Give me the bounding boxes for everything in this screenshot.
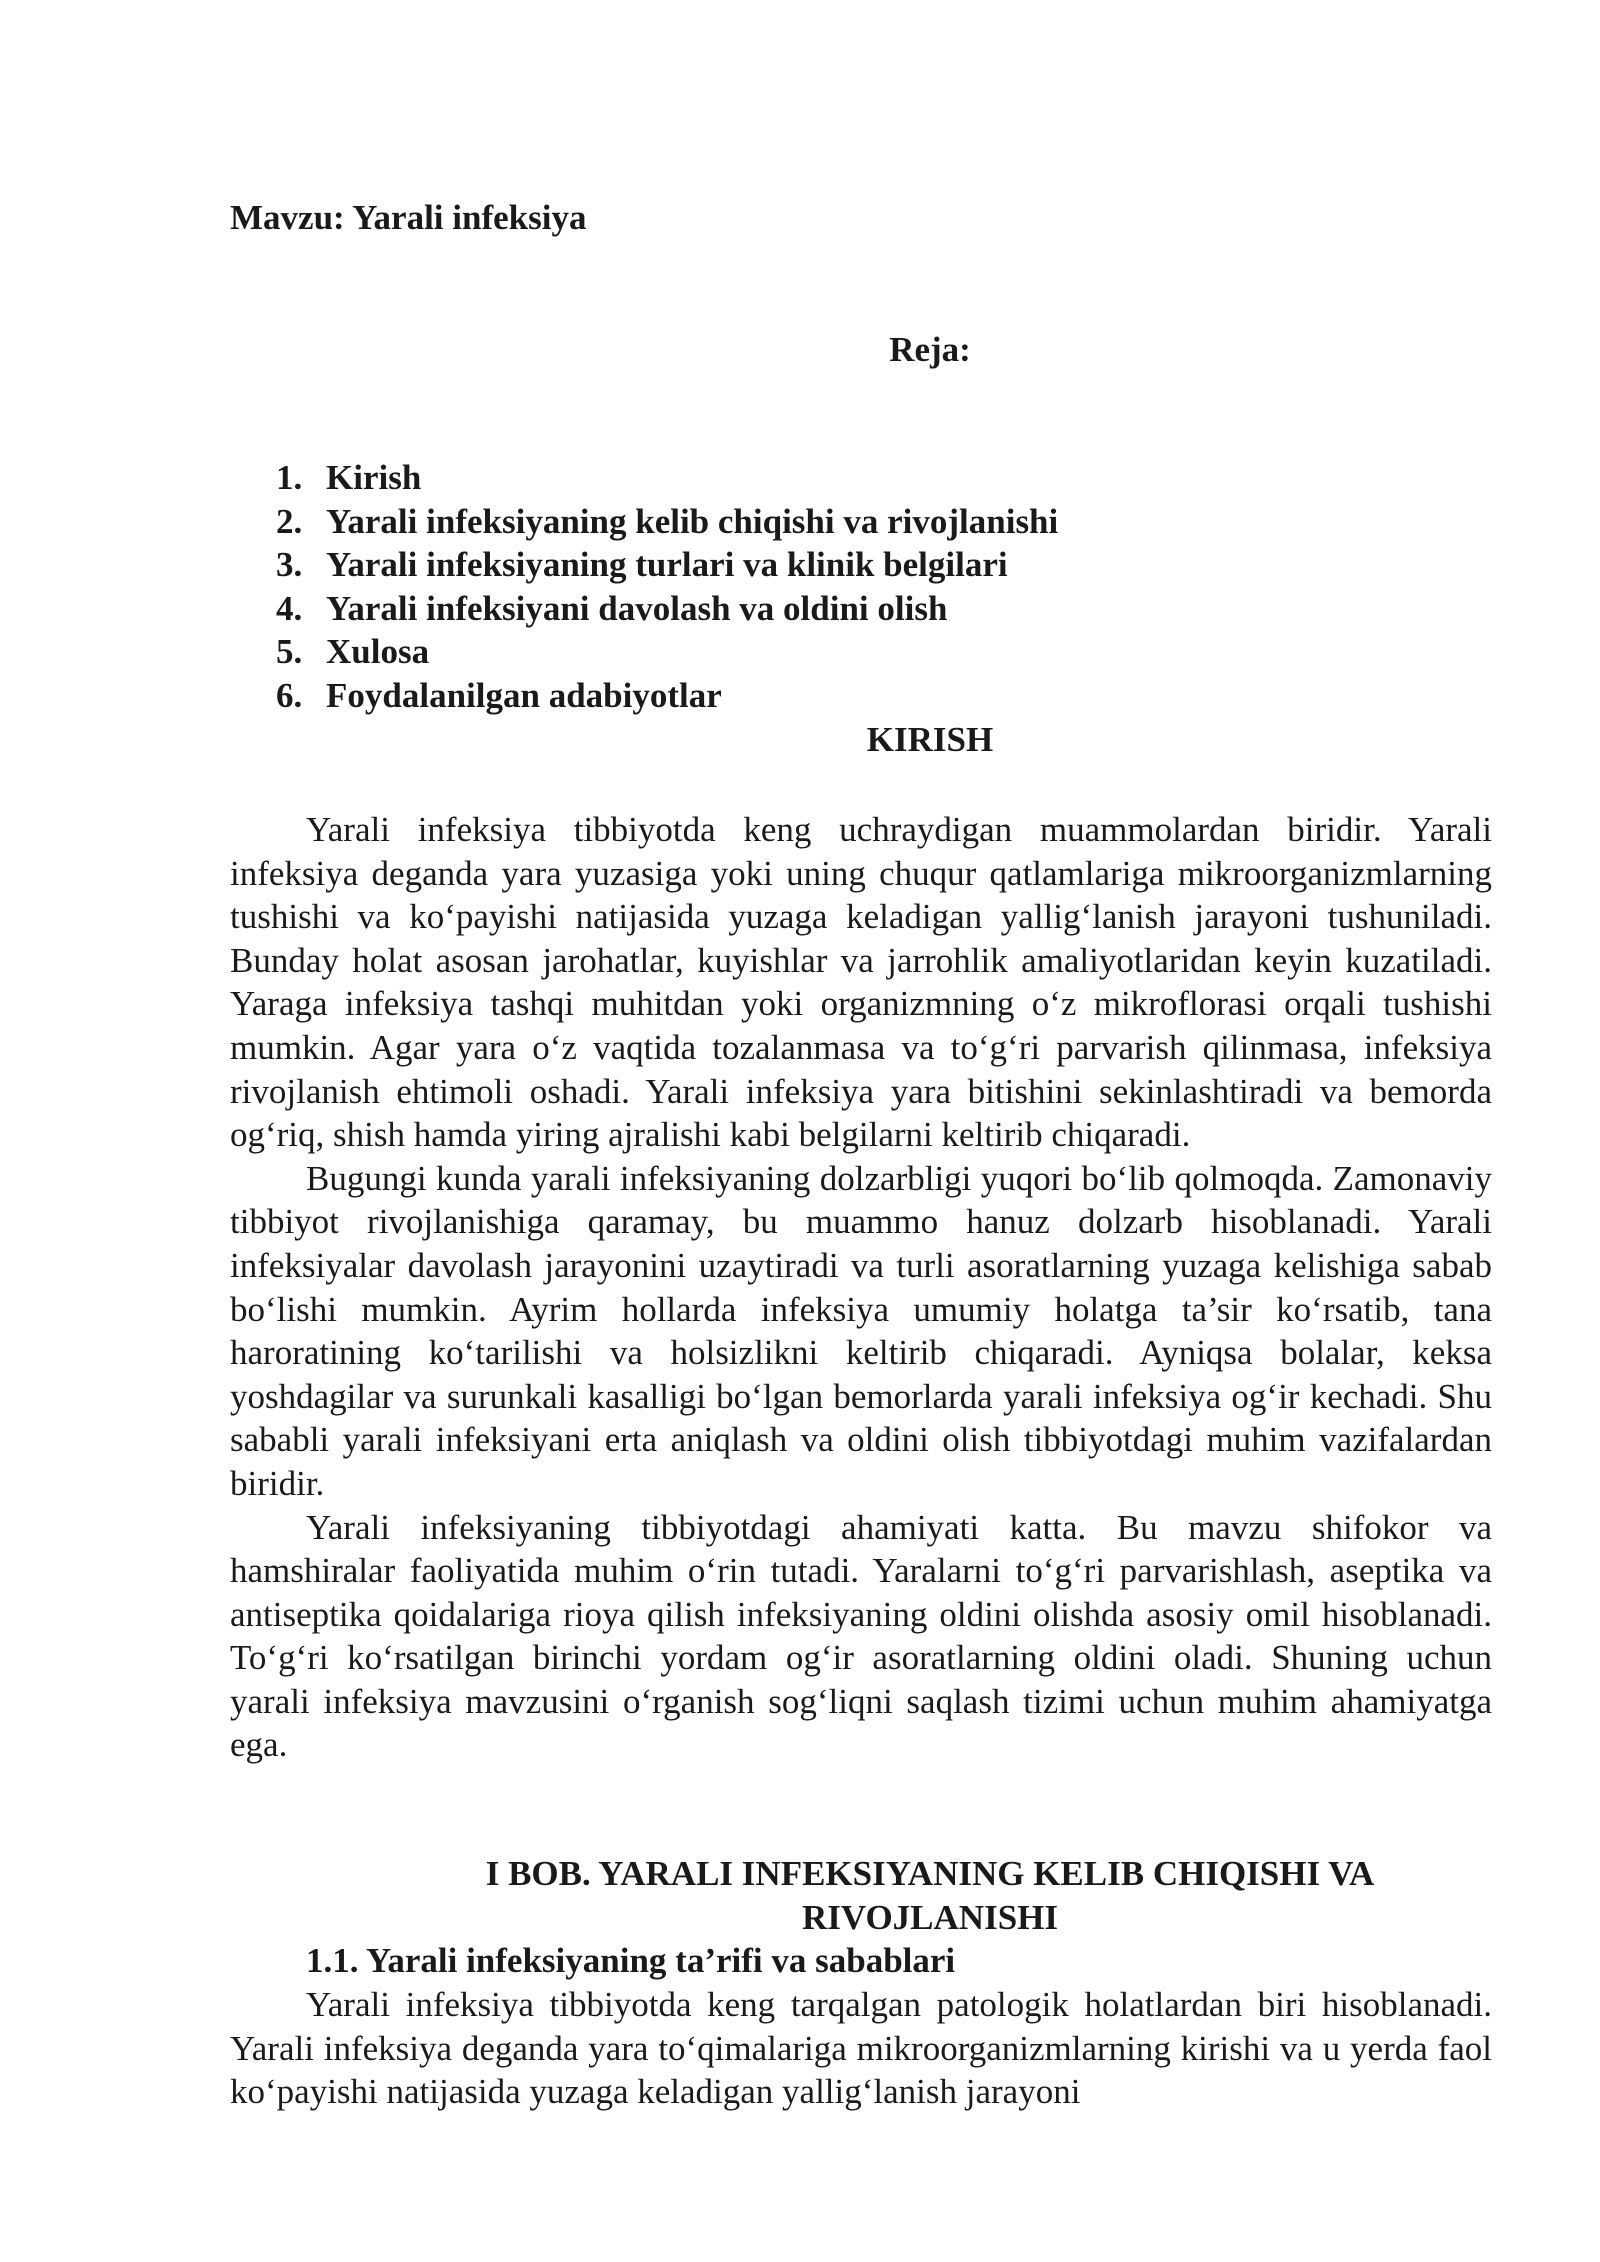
chapter-heading [230,1852,1492,1939]
document-page [230,0,1492,2262]
document-topic: Mavzu: Yarali infeksiya [230,198,587,237]
plan-item-number: 5. [276,632,303,671]
plan-item-number: 3. [276,545,303,584]
plan-item [276,630,1058,674]
plan-item [276,587,1058,631]
chapter-paragraph: Yarali infeksiya tibbiyotda keng tarqalgan patologik holatlardan biri hisoblanadi. Yarali infeksiya deganda yara to‘qimalariga mikroorganizmlarning kirishi va u yerda faol ko‘payishi natijasida yuzaga keladigan yallig‘lanish jarayoni [230,1985,1492,2112]
plan-item-label: Xulosa [326,632,430,671]
chapter-heading-line: RIVOJLANISHI [801,1897,1059,1937]
plan-item-number: 4. [276,588,303,628]
section-heading: 1.1. Yarali infeksiyaning ta’rifi va sabablari [306,1941,956,1980]
plan-item [276,543,1058,587]
plan-item-number: 6. [276,675,303,715]
plan-item-label: Yarali infeksiyaning kelib chiqishi va rivojlanishi [326,501,1059,541]
plan-item-label: Foydalanilgan adabiyotlar [326,675,722,715]
plan-item [276,674,1058,718]
intro-paragraph: Yarali infeksiyaning tibbiyotdagi ahamiyati katta. Bu mavzu shifokor va hamshiralar faoliyatida muhim o‘rin tutadi. Yaralarni to‘g‘ri parvarishlash, aseptika va antiseptika qoidalariga rioya qilish infeksiyaning oldini olishda asosiy omil hisoblanadi. To‘g‘ri ko‘rsatilgan birinchi yordam og‘ir asoratlarning oldini oladi. Shuning uchun yarali infeksiya mavzusini o‘rganish sog‘liqni saqlash tizimi uchun muhim ahamiyatga ega. [230,1507,1492,1765]
intro-paragraph: Yarali infeksiya tibbiyotda keng uchraydigan muammolardan biridir. Yarali infeksiya deganda yara yuzasiga yoki uning chuqur qatlamlariga mikroorganizmlarning tushishi va ko‘payishi natijasida yuzaga keladigan yallig‘lanish jarayoni tushuniladi. Bunday holat asosan jarohatlar, kuyishlar va jarrohlik amaliyotlaridan keyin kuzatiladi. Yaraga infeksiya tashqi muhitdan yoki organizmning o‘z mikroflorasi orqali tushishi mumkin. Agar yara o‘z vaqtida tozalanmasa va to‘g‘ri parvarish qilinmasa, infeksiya rivojlanish ehtimoli oshadi. Yarali infeksiya yara bitishini sekinlashtiradi va bemorda og‘riq, shish hamda yiring ajralishi kabi belgilarni keltirib chiqaradi. [230,810,1492,1155]
intro-heading: KIRISH [866,720,994,759]
plan-item-label: Yarali infeksiyani davolash va oldini olish [326,588,948,628]
chapter-body [230,1983,1492,2114]
plan-item-label: Kirish [326,458,422,497]
plan-title: Reja: [889,330,971,369]
intro-body [230,808,1492,1767]
plan-item-number: 1. [276,458,303,497]
intro-paragraph: Bugungi kunda yarali infeksiyaning dolzarbligi yuqori bo‘lib qolmoqda. Zamonaviy tibbiyot rivojlanishiga qaramay, bu muammo hanuz dolzarb hisoblanadi. Yarali infeksiyalar davolash jarayonini uzaytiradi va turli asoratlarning yuzaga kelishiga sabab bo‘lishi mumkin. Ayrim hollarda infeksiya umumiy holatga ta’sir ko‘rsatib, tana haroratining ko‘tarilishi va holsizlikni keltirib chiqaradi. Ayniqsa bolalar, keksa yoshdagilar va surunkali kasalligi bo‘lgan bemorlarda yarali infeksiya og‘ir kechadi. Shu sababli yarali infeksiyani erta aniqlash va oldini olish tibbiyotdagi muhim vazifalardan biridir. [230,1158,1492,1503]
plan-item [276,456,1058,500]
chapter-heading-line: I BOB. YARALI INFEKSIYANING KELIB CHIQISHI VA [485,1854,1375,1893]
plan-item-number: 2. [276,501,303,541]
plan-list [276,456,1058,717]
plan-item [276,500,1058,544]
plan-item-label: Yarali infeksiyaning turlari va klinik belgilari [326,545,1008,584]
